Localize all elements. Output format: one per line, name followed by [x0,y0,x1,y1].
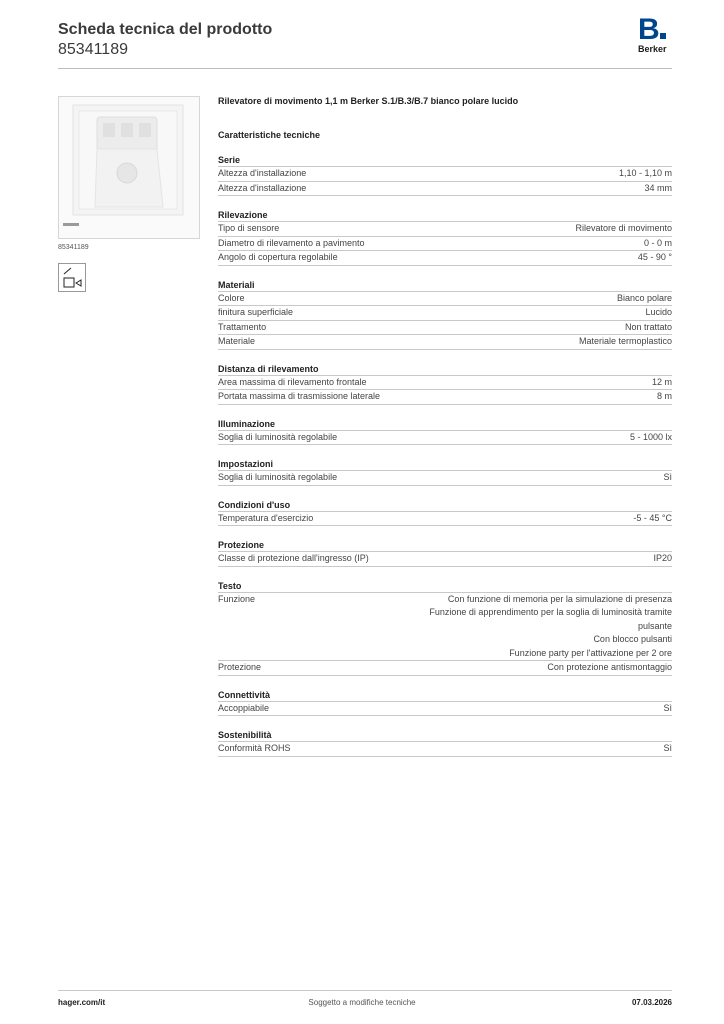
footer-disclaimer: Soggetto a modifiche tecniche [308,998,416,1007]
spec-row [218,471,672,486]
spec-value-line: Bianco polare [616,292,672,303]
spec-value-line: Sì [663,702,672,713]
spec-label: Temperatura d'esercizio [218,512,314,523]
specs-heading: Caratteristiche tecniche [218,130,321,140]
spec-value [663,471,672,485]
spec-label: Portata massima di trasmissione laterale [218,391,381,401]
spec-section [218,729,672,757]
spec-value-line: 0 - 0 m [643,237,672,248]
spec-value-line: Rilevatore di movimento [575,223,672,233]
logo-letter: B [638,13,659,46]
spec-section-title: Distanza di rilevamento [218,363,672,376]
spec-label: Funzione [218,593,256,604]
spec-row [218,335,672,350]
spec-section-title: Materiali [218,279,672,292]
spec-value [579,335,672,349]
spec-row [218,292,672,307]
spec-section [218,458,672,486]
spec-label: finitura superficiale [218,307,294,317]
spec-label: Soglia di luminosità regolabile [218,431,338,442]
section-gap [218,445,672,458]
spec-value [653,552,672,566]
spec-row [218,237,672,252]
spec-value-line: Lucido [645,307,672,317]
spec-label: Accoppiabile [218,702,270,713]
spec-value-line: Non trattato [624,321,672,332]
spec-value-line: 8 m [656,391,672,401]
footer-date: 07.03.2026 [631,998,672,1007]
section-gap [218,567,672,580]
section-gap [218,266,672,279]
spec-row [218,431,672,446]
spec-label: Conformità ROHS [218,743,291,753]
logo-wordmark: Berker [638,44,667,54]
spec-value [645,306,672,320]
spec-value [630,431,672,445]
spec-row [218,376,672,391]
section-gap [218,350,672,363]
section-gap [218,405,672,418]
spec-value-line: IP20 [653,553,672,563]
spec-row [218,552,672,567]
spec-value-line: 1,10 - 1,10 m [618,168,672,178]
spec-row [218,251,672,266]
spec-section-title: Condizioni d'uso [218,499,672,512]
spec-label: Classe di protezione dall'ingresso (IP) [218,553,369,563]
spec-label: Diametro di rilevamento a pavimento [218,237,365,248]
spec-value [429,593,672,661]
spec-section-title: Connettività [218,689,672,702]
spec-row [218,661,672,676]
spec-value [633,512,672,526]
spec-value-line: Sì [663,743,672,753]
page-title: Scheda tecnica del prodotto [58,21,273,38]
spec-section [218,279,672,350]
spec-label: Protezione [218,662,262,672]
spec-value-line: 5 - 1000 lx [629,431,672,442]
spec-label: Colore [218,292,245,303]
section-gap [218,676,672,689]
spec-value-line: Con protezione antismontaggio [547,662,672,672]
spec-label: Soglia di luminosità regolabile [218,472,338,482]
spec-section [218,209,672,266]
spec-section-title: Testo [218,580,672,593]
spec-section [218,363,672,405]
spec-value [663,742,672,756]
specs-table [218,154,672,757]
spec-value [657,390,672,404]
spec-value-line: Con blocco pulsanti [593,634,672,644]
spec-label: Altezza d'installazione [218,182,307,193]
spec-section [218,418,672,446]
spec-value [619,167,672,181]
spec-value-line: 12 m [651,376,672,387]
spec-value [625,321,672,335]
product-code: 85341189 [58,41,128,58]
berker-logo [638,13,674,54]
spec-label: Materiale [218,336,256,346]
spec-section-title: Impostazioni [218,458,672,471]
spec-value-line: Materiale termoplastico [578,336,672,346]
spec-value [644,237,672,251]
spec-value-line: 45 - 90 ° [637,252,672,262]
spec-row [218,390,672,405]
spec-section [218,580,672,676]
footer-divider [58,990,672,991]
motion-detector-picture [59,97,199,238]
spec-row [218,512,672,527]
logo-dot [660,33,666,39]
spec-value [638,251,672,265]
spec-label: Angolo di copertura regolabile [218,252,338,262]
spec-section-title: Rilevazione [218,209,672,222]
spec-label: Trattamento [218,321,267,332]
spec-section-title: Illuminazione [218,418,672,431]
spec-row [218,306,672,321]
spec-value-line: Funzione di apprendimento per la soglia di luminosità tramite [429,607,672,617]
spec-row [218,222,672,237]
spec-value-line: Sì [663,472,672,482]
spec-section-title: Protezione [218,539,672,552]
spec-row [218,182,672,197]
section-gap [218,526,672,539]
product-name: Rilevatore di movimento 1,1 m Berker S.1/B.3/B.7 bianco polare lucido [218,96,519,106]
spec-row [218,593,672,662]
spec-value-line: -5 - 45 °C [633,512,672,523]
spec-row [218,702,672,717]
spec-value [663,702,672,716]
image-caption-code: 85341189 [58,244,89,251]
spec-value-line: pulsante [637,620,672,631]
spec-label: Area massima di rilevamento frontale [218,376,367,387]
spec-value [547,661,672,675]
document-header [58,20,272,60]
spec-value-line: Funzione party per l'attivazione per 2 ore [509,647,672,658]
section-gap [218,716,672,729]
spec-section [218,499,672,527]
spec-section-title: Serie [218,154,672,167]
product-image [58,96,200,239]
section-gap [218,486,672,499]
spec-value-line: Con funzione di memoria per la simulazione di presenza [447,593,672,604]
spec-label: Tipo di sensore [218,223,280,233]
spec-row [218,742,672,757]
spec-label: Altezza d'installazione [218,168,307,178]
spec-section-title: Sostenibilità [218,729,672,742]
footer-website: hager.com/it [58,998,106,1007]
spec-value [575,222,672,236]
spec-section [218,689,672,717]
spec-value [652,376,672,390]
installation-symbol-icon [58,263,86,292]
spec-value [644,182,672,196]
section-gap [218,196,672,209]
spec-section [218,539,672,567]
spec-section [218,154,672,196]
spec-value-line: 34 mm [644,182,672,193]
spec-row [218,321,672,336]
header-divider [58,68,672,69]
spec-value [617,292,672,306]
spec-row [218,167,672,182]
